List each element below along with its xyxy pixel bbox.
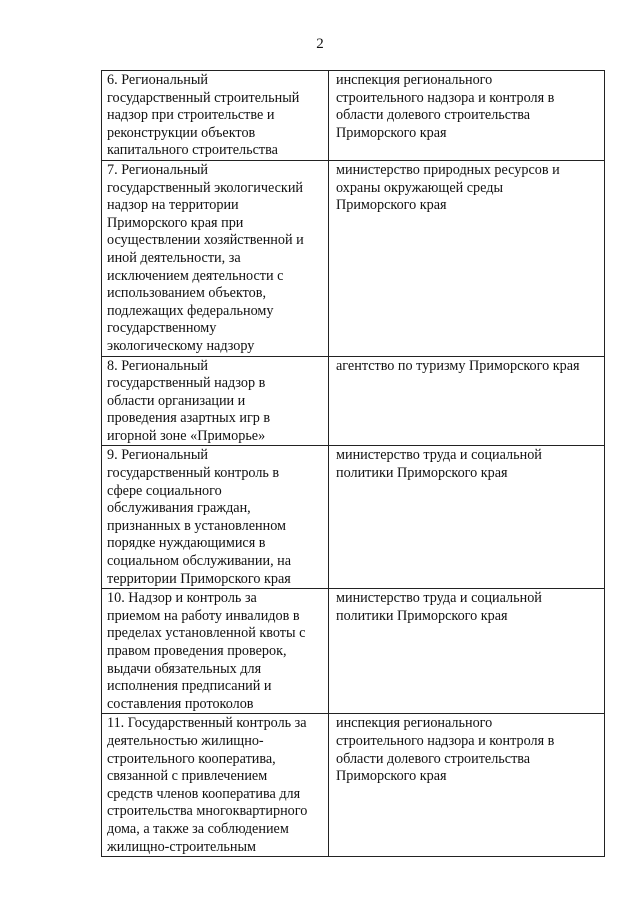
authority-cell: министерство труда и социальной политики Приморского края — [329, 589, 605, 714]
supervision-cell: 6. Региональный государственный строительный надзор при строительстве и реконструкции объектов капитального строительства — [102, 71, 329, 161]
authority-cell: агентство по туризму Приморского края — [329, 356, 605, 446]
table-row — [102, 589, 605, 714]
authority-table-container — [101, 70, 604, 857]
supervision-cell: 8. Региональный государственный надзор в области организации и проведения азартных игр в игорной зоне «Приморье» — [102, 356, 329, 446]
authority-cell: министерство труда и социальной политики Приморского края — [329, 446, 605, 589]
table-row — [102, 714, 605, 857]
page-number: 2 — [316, 36, 324, 52]
table-row — [102, 71, 605, 161]
authority-cell: инспекция регионального строительного надзора и контроля в области долевого строительства Приморского края — [329, 714, 605, 857]
authority-cell: министерство природных ресурсов и охраны окружающей среды Приморского края — [329, 160, 605, 356]
supervision-cell: 11. Государственный контроль за деятельностью жилищно- строительного кооператива, связанной с привлечением средств членов кооператива для строительства многоквартирного дома, а также за соблюдением жилищно-строительным — [102, 714, 329, 857]
authority-table — [101, 70, 605, 857]
supervision-cell: 9. Региональный государственный контроль в сфере социального обслуживания граждан, признанных в установленном порядке нуждающимися в социальном обслуживании, на территории Приморского края — [102, 446, 329, 589]
table-row — [102, 160, 605, 356]
authority-cell: инспекция регионального строительного надзора и контроля в области долевого строительства Приморского края — [329, 71, 605, 161]
table-row — [102, 446, 605, 589]
table-row — [102, 356, 605, 446]
supervision-cell: 7. Региональный государственный экологический надзор на территории Приморского края при осуществлении хозяйственной и иной деятельности, за исключением деятельности с использованием объектов, подлежащих федеральному государственному экологическому надзору — [102, 160, 329, 356]
supervision-cell: 10. Надзор и контроль за приемом на работу инвалидов в пределах установленной квоты с правом проведения проверок, выдачи обязательных для исполнения предписаний и составления протоколов — [102, 589, 329, 714]
